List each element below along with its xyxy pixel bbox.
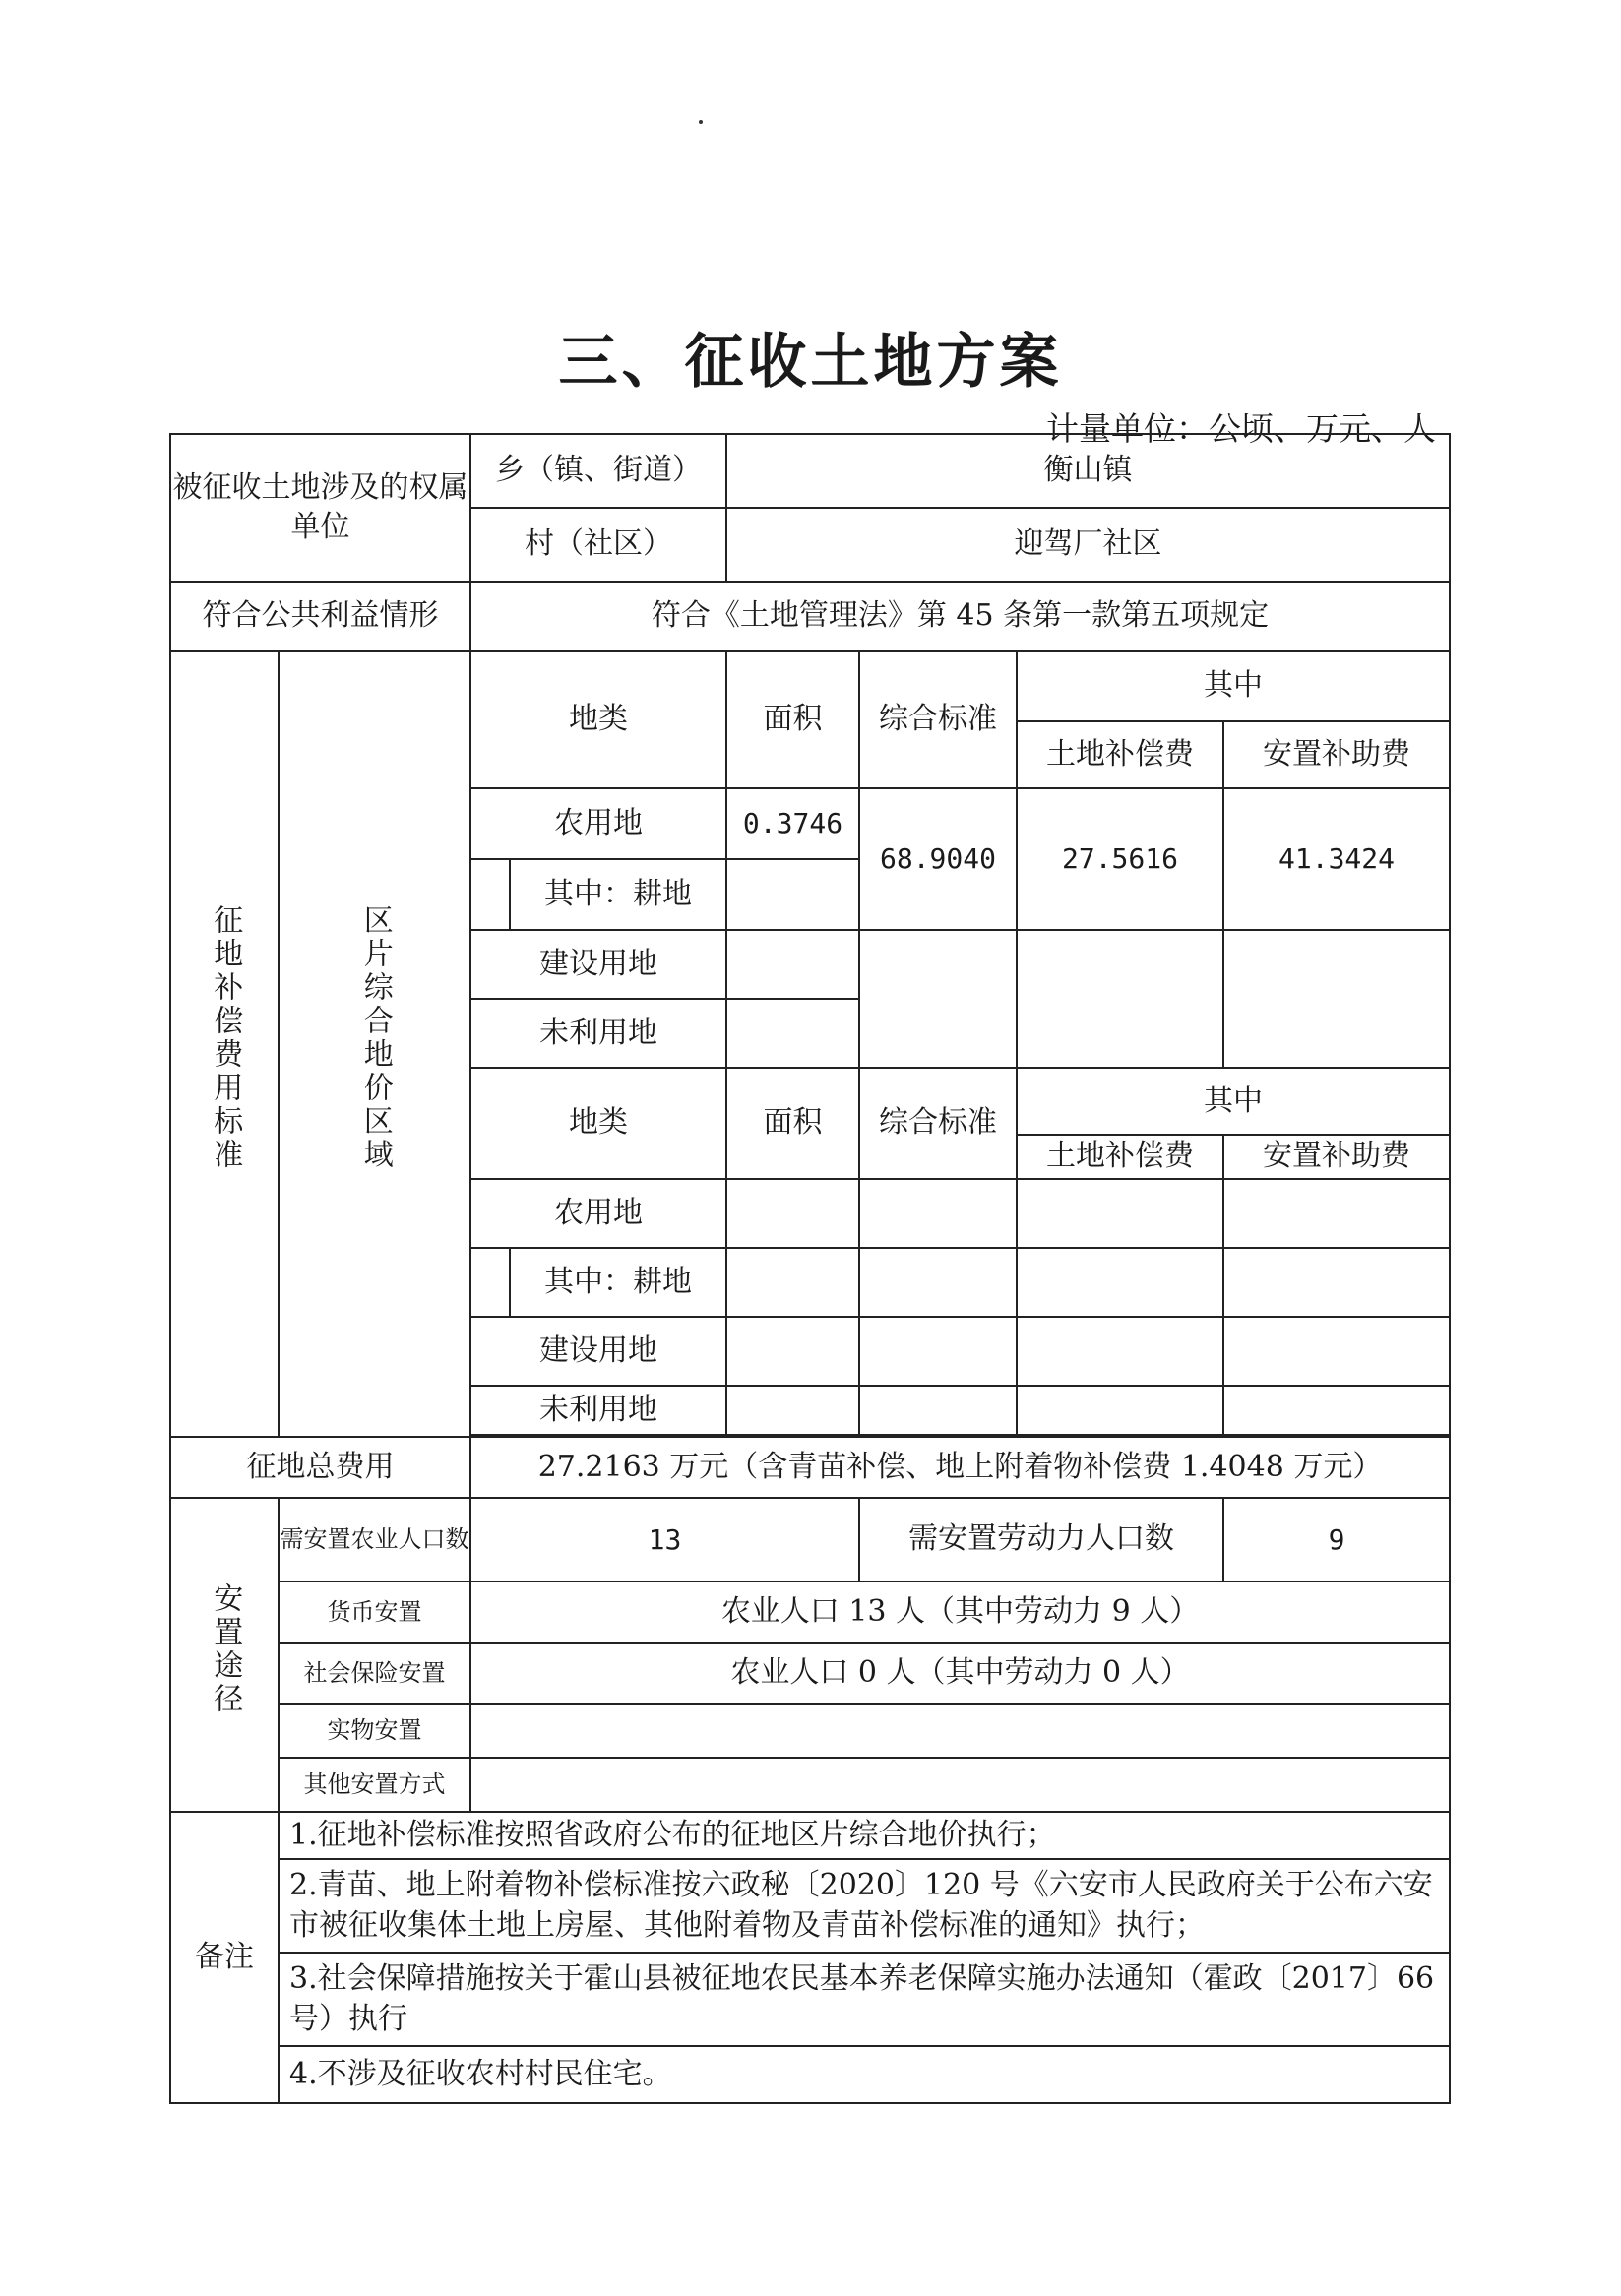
header2-land-type: 地类 — [470, 1068, 726, 1179]
row2-farmland: 农用地 — [470, 1179, 726, 1248]
ownership-label: 被征收土地涉及的权属单位 — [170, 434, 470, 582]
compensation-outer-label: 征地补偿费用标准 — [170, 651, 279, 1437]
header-resettle-subsidy: 安置补助费 — [1223, 721, 1450, 788]
total-value: 27.2163 万元（含青苗补偿、地上附着物补偿费 1.4048 万元） — [470, 1437, 1450, 1498]
labor-value: 9 — [1223, 1498, 1450, 1582]
land-comp-value: 27.5616 — [1017, 788, 1223, 930]
row2-unused: 未利用地 — [470, 1386, 726, 1435]
social-value: 农业人口 0 人（其中劳动力 0 人） — [470, 1643, 1450, 1704]
money-value: 农业人口 13 人（其中劳动力 9 人） — [470, 1582, 1450, 1643]
labor-label: 需安置劳动力人口数 — [859, 1498, 1223, 1582]
remark-4: 4.不涉及征收农村村民住宅。 — [279, 2046, 1450, 2103]
header2-of-which: 其中 — [1017, 1068, 1450, 1135]
construction-standard — [859, 930, 1017, 1068]
money-label: 货币安置 — [279, 1582, 470, 1643]
unit-label: 计量单位：公顷、万元、人 — [1046, 409, 1436, 448]
farmland-area: 0.3746 — [726, 788, 859, 859]
compensation-inner-label: 区片综合地价区域 — [279, 651, 470, 1437]
construction-subsidy — [1223, 930, 1450, 1068]
land-acquisition-table — [169, 433, 1451, 2104]
farm-pop-label: 需安置农业人口数 — [279, 1498, 470, 1582]
unused-area — [726, 999, 859, 1068]
cultivated-area — [726, 859, 859, 930]
village-value: 迎驾厂社区 — [726, 508, 1450, 582]
farm-pop-value: 13 — [470, 1498, 859, 1582]
header-standard: 综合标准 — [859, 651, 1017, 788]
remarks-label: 备注 — [170, 1812, 279, 2103]
town-value: 衡山镇 — [726, 434, 1450, 508]
village-label: 村（社区） — [470, 508, 726, 582]
construction-land-comp — [1017, 930, 1223, 1068]
resettle-subsidy-value: 41.3424 — [1223, 788, 1450, 930]
standard-value: 68.9040 — [859, 788, 1017, 930]
row-cultivated: 其中：耕地 — [510, 859, 726, 930]
scan-dot — [699, 120, 703, 124]
resettlement-label: 安置途径 — [170, 1498, 279, 1812]
header-land-type: 地类 — [470, 651, 726, 788]
header2-resettle-subsidy: 安置补助费 — [1223, 1135, 1450, 1179]
header2-area: 面积 — [726, 1068, 859, 1179]
public-interest-value: 符合《土地管理法》第 45 条第一款第五项规定 — [470, 582, 1450, 651]
header-of-which: 其中 — [1017, 651, 1450, 721]
total-label: 征地总费用 — [170, 1437, 470, 1498]
header2-standard: 综合标准 — [859, 1068, 1017, 1179]
header2-land-comp: 土地补偿费 — [1017, 1135, 1223, 1179]
town-label: 乡（镇、街道） — [470, 434, 726, 508]
social-label: 社会保险安置 — [279, 1643, 470, 1704]
row-construction: 建设用地 — [470, 930, 726, 999]
other-value — [470, 1758, 1450, 1812]
row2-cultivated: 其中：耕地 — [510, 1248, 726, 1317]
construction-area — [726, 930, 859, 999]
physical-value — [470, 1704, 1450, 1758]
header-land-comp: 土地补偿费 — [1017, 721, 1223, 788]
public-interest-label: 符合公共利益情形 — [170, 582, 470, 651]
row2-construction: 建设用地 — [470, 1317, 726, 1386]
indent-cell-2 — [470, 1248, 510, 1317]
remark-2: 2.青苗、地上附着物补偿标准按六政秘〔2020〕120 号《六安市人民政府关于公布六安市被征收集体土地上房屋、其他附着物及青苗补偿标准的通知》执行； — [279, 1859, 1450, 1953]
physical-label: 实物安置 — [279, 1704, 470, 1758]
remark-3: 3.社会保障措施按关于霍山县被征地农民基本养老保障实施办法通知（霍政〔2017〕66 号）执行 — [279, 1953, 1450, 2046]
row-farmland: 农用地 — [470, 788, 726, 859]
indent-cell — [470, 859, 510, 930]
remark-1: 1.征地补偿标准按照省政府公布的征地区片综合地价执行； — [279, 1812, 1450, 1859]
row-unused: 未利用地 — [470, 999, 726, 1068]
page-title: 三、征收土地方案 — [558, 328, 1063, 397]
other-label: 其他安置方式 — [279, 1758, 470, 1812]
header-area: 面积 — [726, 651, 859, 788]
